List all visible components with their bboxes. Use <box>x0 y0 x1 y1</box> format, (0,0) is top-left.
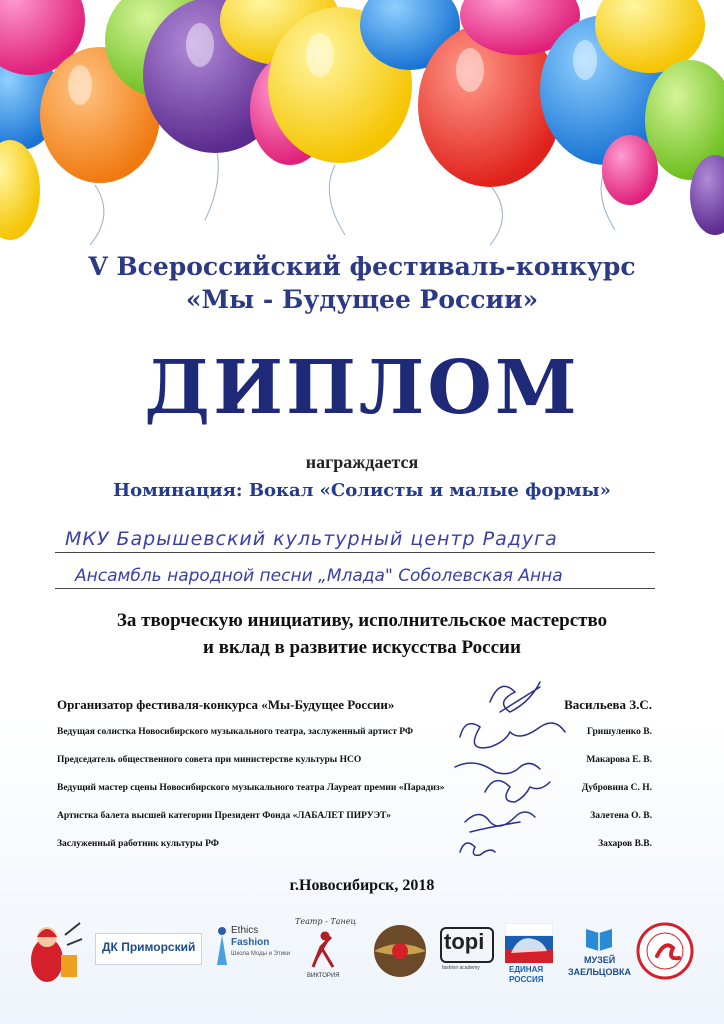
book-icon <box>584 925 614 951</box>
bear-flag-icon <box>505 923 553 963</box>
recipient-line-1 <box>55 524 655 553</box>
merit-line2: и вклад в развитие искусства России <box>203 637 521 658</box>
theatre-text: Театр - Танец <box>295 917 357 926</box>
official-role: Ведущая солистка Новосибирского музыкального театра, заслуженный артист РФ <box>57 727 414 737</box>
official-role: Организатор фестиваля-конкурса «Мы-Будущее России» <box>57 697 395 712</box>
official-role: Артистка балета высшей категории Президент Фонда «ЛАБАЛЕТ ПИРУЭТ» <box>57 811 391 821</box>
sponsor-logos <box>20 915 704 995</box>
museum-text-1: МУЗЕЙ <box>584 955 616 965</box>
official-name: Залетена О. В. <box>590 811 652 821</box>
figure-icon <box>215 925 229 975</box>
winged-emblem-icon <box>370 920 430 982</box>
signature-5 <box>465 812 535 832</box>
er-text-1: ЕДИНАЯ <box>509 965 544 974</box>
ethics-fashion-logo <box>215 925 291 975</box>
museum-text-2: ЗАЕЛЬЦОВКА <box>568 967 631 977</box>
official-name: Захаров В.В. <box>598 839 652 849</box>
signature-3 <box>455 763 540 774</box>
recipient-handwriting-1: МКУ Барышевский культурный центр Радуга <box>65 528 558 550</box>
signature-4 <box>485 781 550 802</box>
official-name: Макарова Е. В. <box>586 755 652 765</box>
festival-title-line1: V Всероссийский фестиваль-конкурс <box>88 252 636 281</box>
awarded-label: награждается <box>305 452 419 472</box>
er-text-2: РОССИЯ <box>509 975 544 984</box>
official-name: Гришуленко В. <box>587 727 652 737</box>
doll-logo-icon <box>25 915 85 987</box>
signature-6 <box>460 843 495 855</box>
ethics-text: Ethics <box>231 925 259 936</box>
recipient-line-2 <box>55 560 655 589</box>
dk-primorsky-logo <box>95 933 202 965</box>
balloons-decoration <box>0 0 724 250</box>
topi-text: topi <box>444 929 485 954</box>
ethics-school-text: Школа Моды и Этики <box>231 951 291 957</box>
signature-1 <box>490 682 540 712</box>
theatre-sub-text: ВИКТОРИЯ <box>307 973 340 979</box>
official-role: Заслуженный работник культуры РФ <box>57 839 219 849</box>
dk-primorsky-text: ДК Приморский <box>102 940 196 954</box>
topi-sub-text: fashion academy <box>442 965 480 971</box>
official-role: Ведущий мастер сцены Новосибирского музыкального театра Лауреат премии «Парадиз» <box>57 783 445 793</box>
city-year: г.Новосибирск, 2018 <box>289 877 435 894</box>
recipient-handwriting-2: Ансамбль народной песни „Млада" Соболевская Анна <box>75 566 563 586</box>
official-role: Председатель общественного совета при министерстве культуры НСО <box>57 755 362 765</box>
fashion-text: Fashion <box>231 937 270 948</box>
museum-logo <box>568 925 630 985</box>
dancers-icon <box>303 929 347 969</box>
edinaya-rossiya-logo <box>505 923 553 985</box>
theatre-dance-logo <box>295 917 355 987</box>
festival-title-line2: «Мы - Будущее России» <box>185 285 539 314</box>
nomination: Номинация: Вокал «Солисты и малые формы» <box>113 480 611 501</box>
official-name: Дубровина С. Н. <box>581 783 652 793</box>
merit-line1: За творческую инициативу, исполнительское мастерство <box>116 610 608 631</box>
round-seal-icon <box>635 920 695 982</box>
official-name: Васильева З.С. <box>564 697 652 712</box>
signatures <box>430 672 570 872</box>
diploma-title: ДИПЛОМ <box>144 345 580 431</box>
signature-2 <box>460 723 565 748</box>
topi-logo <box>440 927 495 977</box>
